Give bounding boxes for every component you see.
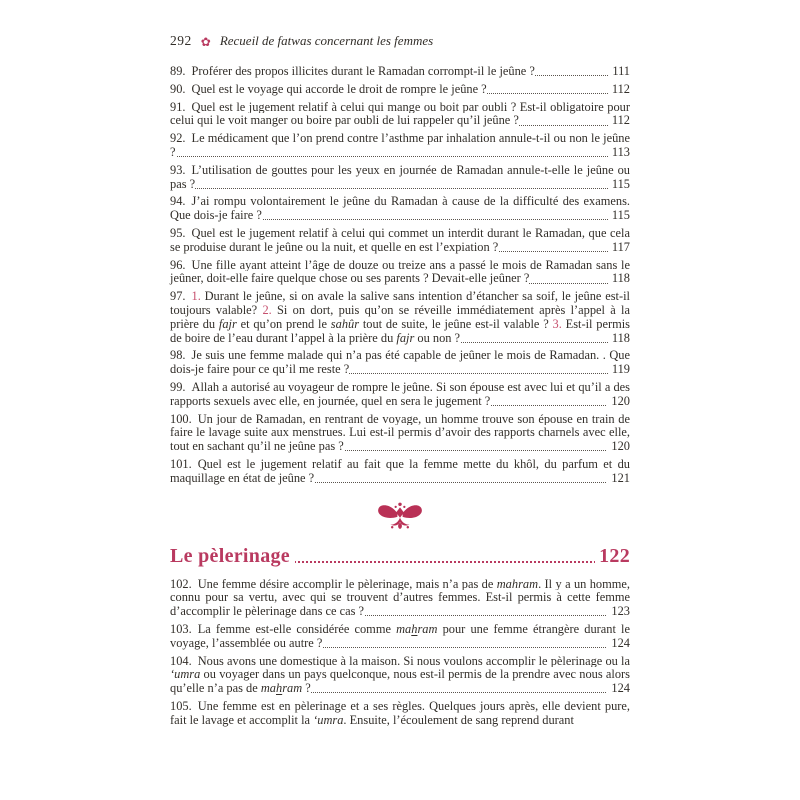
entry-segment: h [275, 681, 283, 696]
entry-segment: pour une femme étrangère durant le voyage, l’assemblée ou autre ? [170, 621, 630, 650]
entry-number: 90. [170, 81, 186, 96]
entry-number: 89. [170, 64, 186, 78]
entry-number: 100. [170, 411, 192, 426]
entry-page-number: 112 [608, 83, 630, 97]
entry-segment: Je suis une femme malade qui n’a pas été capable de jeûner le mois de Ramadan. . Que dois-je faire pour ce qu’il me reste ? [170, 348, 630, 377]
toc-entry [170, 623, 630, 651]
entry-page-number: 123 [607, 605, 630, 619]
entry-text [170, 577, 630, 619]
entry-segment: ma [260, 681, 276, 696]
entry-number: 93. [170, 162, 186, 177]
toc-entry [170, 83, 630, 97]
toc-entry [170, 132, 630, 160]
entry-segment: fajr [218, 316, 237, 331]
section-heading [170, 544, 630, 568]
entry-page-number: 119 [608, 363, 630, 377]
entry-sub-number: 3. [552, 316, 566, 331]
entry-page-number: 124 [607, 682, 630, 696]
fleuron-ornament-icon [374, 499, 426, 533]
toc-entry [170, 227, 630, 255]
entry-segment: Quel est le voyage qui accorde le droit de rompre le jeûne ? [191, 81, 487, 96]
toc-entry [170, 413, 630, 454]
entry-segment: ram [417, 621, 438, 636]
toc-entry [170, 655, 630, 696]
entry-segment: ? [302, 681, 311, 696]
toc-entry [170, 164, 630, 192]
entry-text [170, 100, 630, 128]
entry-segment: La femme est-elle considérée comme [197, 621, 397, 636]
entry-number: 94. [170, 194, 186, 209]
toc-entry [170, 65, 630, 79]
entry-number: 97. [170, 289, 186, 304]
entry-page-number: 118 [608, 272, 630, 286]
entry-segment: ‘umra [170, 667, 201, 682]
toc-entry [170, 381, 630, 409]
entry-segment: Le médicament que l’on prend contre l’asthme par inhalation annule-t-il ou non le jeûne ? [170, 131, 630, 159]
entry-text [170, 380, 630, 408]
entry-number: 91. [170, 99, 186, 114]
entry-text [170, 457, 630, 485]
page-number: 292 [170, 33, 192, 48]
entry-segment: h [511, 576, 519, 591]
entry-segment: Nous avons une domestique à la maison. Si nous voulons accomplir le pèlerinage ou la [197, 653, 630, 668]
entry-segment: fajr [396, 330, 415, 345]
entry-page-number: 111 [608, 65, 630, 79]
section-title: Le pèlerinage [170, 545, 295, 567]
entry-segment: ma [496, 576, 512, 591]
entry-segment: ram [518, 576, 539, 591]
entry-number: 103. [170, 621, 192, 636]
entry-text [170, 163, 630, 191]
entry-sub-number: 2. [262, 302, 278, 317]
entry-segment: Quel est le jugement relatif au fait que la femme mette du khôl, du parfum et du maquillage en état de jeûne ? [170, 456, 630, 485]
entry-text [170, 699, 630, 727]
entry-text [170, 289, 630, 344]
entry-page-number: 113 [608, 146, 630, 160]
toc-list-before [170, 65, 630, 486]
entry-segment: Une femme est en pèlerinage et a ses règles. Quelques jours après, elle devient pure, fait le lavage et accomplit la [170, 698, 630, 727]
entry-segment: ou non ? [414, 330, 461, 345]
entry-text [170, 348, 630, 376]
entry-text [170, 64, 535, 78]
entry-page-number: 117 [608, 241, 630, 255]
entry-page-number: 121 [607, 472, 630, 486]
entry-text [170, 82, 487, 96]
entry-text [170, 226, 630, 254]
entry-page-number: 112 [608, 114, 630, 128]
entry-number: 96. [170, 257, 186, 272]
entry-page-number: 115 [608, 209, 630, 223]
toc-entry [170, 290, 630, 345]
entry-segment: Quel est le jugement relatif à celui qui commet un interdit durant le Ramadan, que cela se produise durant le jeûne ou la nuit, et quelle en est l’expiation ? [170, 225, 630, 254]
entry-segment: Est-il permis de boire de l’eau durant l’appel à la prière du [170, 316, 630, 345]
entry-page-number: 115 [608, 178, 630, 192]
entry-number: 104. [170, 653, 192, 668]
entry-number: 98. [170, 348, 186, 363]
entry-text [170, 258, 630, 286]
entry-page-number: 120 [607, 440, 630, 454]
toc-entry [170, 195, 630, 223]
entry-segment: ou voyager dans un pays quelconque, nous est-il permis de la prendre avec nous alors qu’elle n’a pas de [170, 667, 630, 696]
toc-entry [170, 700, 630, 728]
dot-leader [170, 156, 628, 157]
entry-text [170, 654, 630, 696]
entry-number: 92. [170, 131, 186, 146]
toc-entry [170, 259, 630, 287]
flower-ornament-icon: ✿ [200, 35, 211, 49]
entry-page-number: 120 [607, 395, 630, 409]
entry-segment: ‘umra [313, 712, 344, 727]
entry-segment: tout de suite, le jeûne est-il valable ? [359, 316, 553, 331]
dot-leader [170, 188, 628, 189]
toc-entry [170, 578, 630, 619]
entry-segment: Un jour de Ramadan, en rentrant de voyage, un homme trouve son épouse en train de faire le lavage suite aux menstrues. Lui est-il permis d’avoir des rapports charnels avec elle, tout en sachant qu’il ne jeûne pas ? [170, 411, 630, 454]
entry-text [170, 194, 630, 222]
entry-page-number: 118 [608, 332, 630, 346]
entry-segment: sahûr [330, 316, 360, 331]
entry-number: 105. [170, 698, 192, 713]
entry-segment: et qu’on prend le [236, 316, 331, 331]
entry-sub-number: 1. [191, 289, 205, 304]
entry-segment: h [411, 621, 418, 636]
entry-segment: ram [282, 681, 303, 696]
toc-list-after [170, 578, 630, 728]
entry-segment: L’utilisation de gouttes pour les yeux en journée de Ramadan annule-t-elle le jeûne ou pas ? [170, 162, 630, 191]
entry-number: 99. [170, 379, 186, 394]
entry-text [170, 131, 630, 159]
entry-number: 95. [170, 225, 186, 240]
entry-text [170, 412, 630, 454]
toc-entry [170, 101, 630, 129]
section-divider [170, 499, 630, 535]
section-page-number: 122 [595, 544, 630, 568]
entry-segment: Quel est le jugement relatif à celui qui mange ou boit par oubli ? Est-il obligatoire pour celui qui le voit manger ou boire par oubli de lui rappeler qu’il jeûne ? [170, 99, 630, 128]
running-header [170, 33, 630, 49]
text-column [170, 33, 630, 731]
entry-number: 101. [170, 456, 192, 471]
entry-segment: . Il y a un homme, connu pour sa vertu, avec qui se trouvent d’autres femmes. Est-il permis à cette femme d’accomplir le pèlerinage dans ce cas ? [170, 576, 630, 619]
toc-entry [170, 458, 630, 486]
entry-page-number: 124 [607, 637, 630, 651]
entry-segment: Une fille ayant atteint l’âge de douze ou treize ans a passé le mois de Ramadan sans le jeûner, doit-elle faire quelque chose ou ses parents ? Devait-elle jeûner ? [170, 257, 630, 286]
entry-segment: Proférer des propos illicites durant le Ramadan corrompt-il le jeûne ? [191, 64, 535, 78]
entry-segment: Allah a autorisé au voyageur de rompre le jeûne. Si son épouse est avec lui et qu’il a des rapports sexuels avec elle, en journée, quel en sera le jugement ? [170, 379, 630, 408]
entry-segment: Durant le jeûne, si on avale la salive sans intention d’étancher sa soif, le jeûne est-il toujours valable? [170, 289, 630, 317]
running-title: Recueil de fatwas concernant les femmes [219, 33, 434, 48]
entry-text [170, 622, 630, 650]
toc-entry [170, 349, 630, 377]
entry-segment: . Ensuite, l’écoulement de sang reprend durant [343, 712, 574, 727]
entry-segment: Une femme désire accomplir le pèlerinage, mais n’a pas de [197, 576, 497, 591]
entry-segment: J’ai rompu volontairement le jeûne du Ramadan à cause de la difficulté des examens. Que dois-je faire ? [170, 194, 630, 223]
entry-segment: Si on dort, puis qu’on se réveille immédiatement après l’appel à la prière du [170, 302, 630, 331]
entry-number: 102. [170, 576, 192, 591]
entry-segment: ma [396, 621, 412, 636]
